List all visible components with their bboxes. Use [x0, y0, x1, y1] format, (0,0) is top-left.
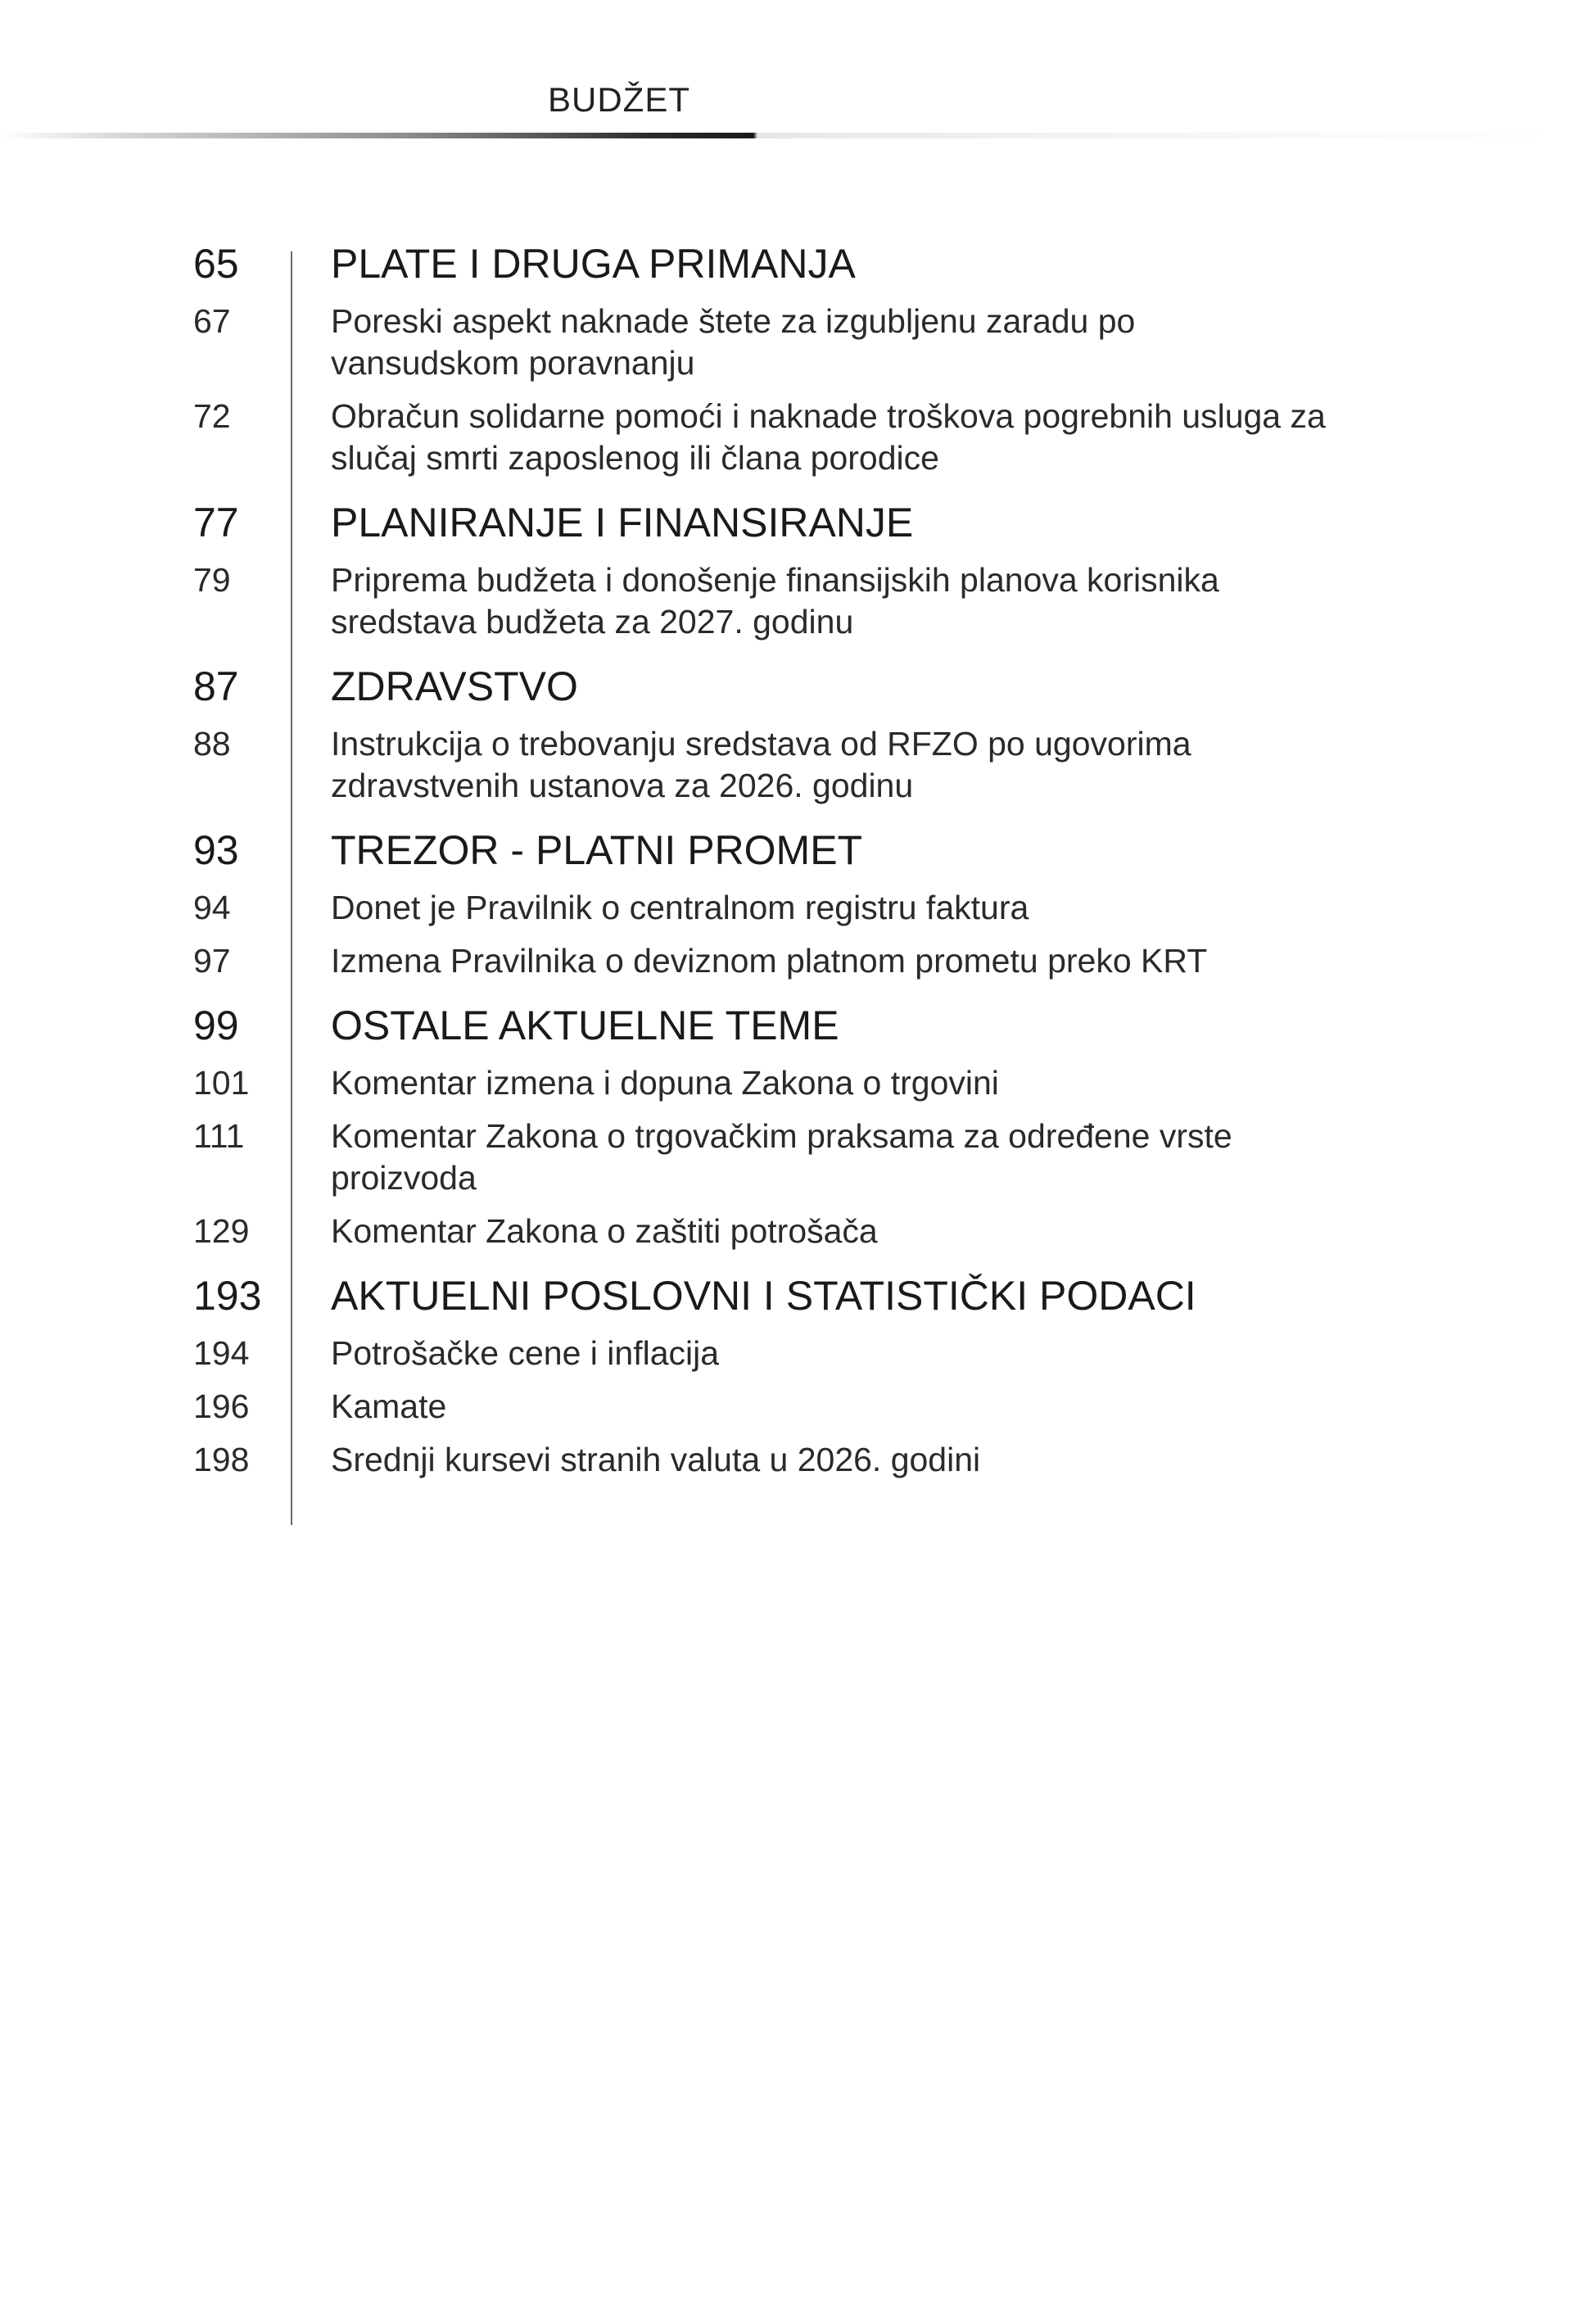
toc-entry[interactable] — [193, 1333, 1340, 1374]
entry-title: Srednji kursevi stranih valuta u 2026. godini — [331, 1441, 981, 1478]
running-header: BUDŽET — [548, 80, 690, 119]
section-page-number: 87 — [193, 663, 239, 709]
toc-entry[interactable] — [193, 940, 1340, 982]
section-title: AKTUELNI POSLOVNI I STATISTIČKI PODACI — [331, 1273, 1196, 1319]
entry-page-number: 198 — [193, 1441, 250, 1478]
entry-page-number: 194 — [193, 1334, 250, 1372]
entry-page-number: 88 — [193, 725, 231, 763]
toc-entry[interactable] — [193, 301, 1340, 384]
toc-section — [193, 240, 1340, 479]
entry-title: Obračun solidarne pomoći i naknade troškova pogrebnih usluga za slučaj smrti zaposlenog ili člana porodice — [331, 397, 1326, 477]
section-title: TREZOR - PLATNI PROMET — [331, 827, 863, 873]
header-rule — [0, 133, 1556, 138]
toc-section — [193, 1002, 1340, 1252]
toc-entry[interactable] — [193, 1211, 1340, 1252]
section-title: PLANIRANJE I FINANSIRANJE — [331, 500, 914, 545]
entry-page-number: 111 — [193, 1117, 245, 1155]
toc-entry[interactable] — [193, 559, 1340, 643]
entry-title: Instrukcija o trebovanju sredstava od RFZO po ugovorima zdravstvenih ustanova za 2026. godinu — [331, 725, 1191, 804]
section-title: ZDRAVSTVO — [331, 663, 578, 709]
toc-section-heading[interactable] — [193, 1002, 1340, 1062]
toc-entry[interactable] — [193, 723, 1340, 807]
entry-page-number: 94 — [193, 889, 231, 926]
toc-section-heading[interactable] — [193, 1272, 1340, 1333]
entry-title: Komentar izmena i dopuna Zakona o trgovini — [331, 1064, 999, 1102]
toc-section — [193, 826, 1340, 982]
entry-title: Donet je Pravilnik o centralnom registru faktura — [331, 889, 1029, 926]
toc-section — [193, 1272, 1340, 1481]
entry-title: Poreski aspekt naknade štete za izgubljenu zaradu po vansudskom poravnanju — [331, 302, 1136, 382]
entry-title: Izmena Pravilnika o deviznom platnom prometu preko KRT — [331, 942, 1208, 980]
toc-section-heading[interactable] — [193, 826, 1340, 887]
toc-section-heading[interactable] — [193, 663, 1340, 723]
toc-entry[interactable] — [193, 1386, 1340, 1428]
entry-title: Priprema budžeta i donošenje finansijskih planova korisnika sredstava budžeta za 2027. godinu — [331, 561, 1219, 640]
toc-section — [193, 663, 1340, 807]
section-page-number: 93 — [193, 827, 239, 873]
toc-section-heading[interactable] — [193, 240, 1340, 301]
entry-page-number: 196 — [193, 1387, 250, 1425]
entry-page-number: 72 — [193, 397, 231, 435]
table-of-contents — [193, 240, 1340, 1500]
toc-section — [193, 499, 1340, 643]
toc-entry[interactable] — [193, 396, 1340, 479]
toc-section-heading[interactable] — [193, 499, 1340, 559]
entry-page-number: 129 — [193, 1212, 250, 1250]
section-page-number: 65 — [193, 241, 239, 287]
section-title: PLATE I DRUGA PRIMANJA — [331, 241, 856, 287]
section-page-number: 193 — [193, 1273, 262, 1319]
entry-page-number: 101 — [193, 1064, 250, 1102]
entry-title: Komentar Zakona o zaštiti potrošača — [331, 1212, 878, 1250]
entry-page-number: 79 — [193, 561, 231, 599]
entry-title: Potrošačke cene i inflacija — [331, 1334, 720, 1372]
entry-page-number: 97 — [193, 942, 231, 980]
toc-entry[interactable] — [193, 1439, 1340, 1481]
entry-title: Kamate — [331, 1387, 447, 1425]
toc-entry[interactable] — [193, 1062, 1340, 1104]
section-page-number: 77 — [193, 500, 239, 545]
toc-entry[interactable] — [193, 887, 1340, 929]
entry-title: Komentar Zakona o trgovačkim praksama za određene vrste proizvoda — [331, 1117, 1232, 1197]
toc-entry[interactable] — [193, 1116, 1340, 1199]
entry-page-number: 67 — [193, 302, 231, 340]
section-page-number: 99 — [193, 1003, 239, 1048]
section-title: OSTALE AKTUELNE TEME — [331, 1003, 839, 1048]
